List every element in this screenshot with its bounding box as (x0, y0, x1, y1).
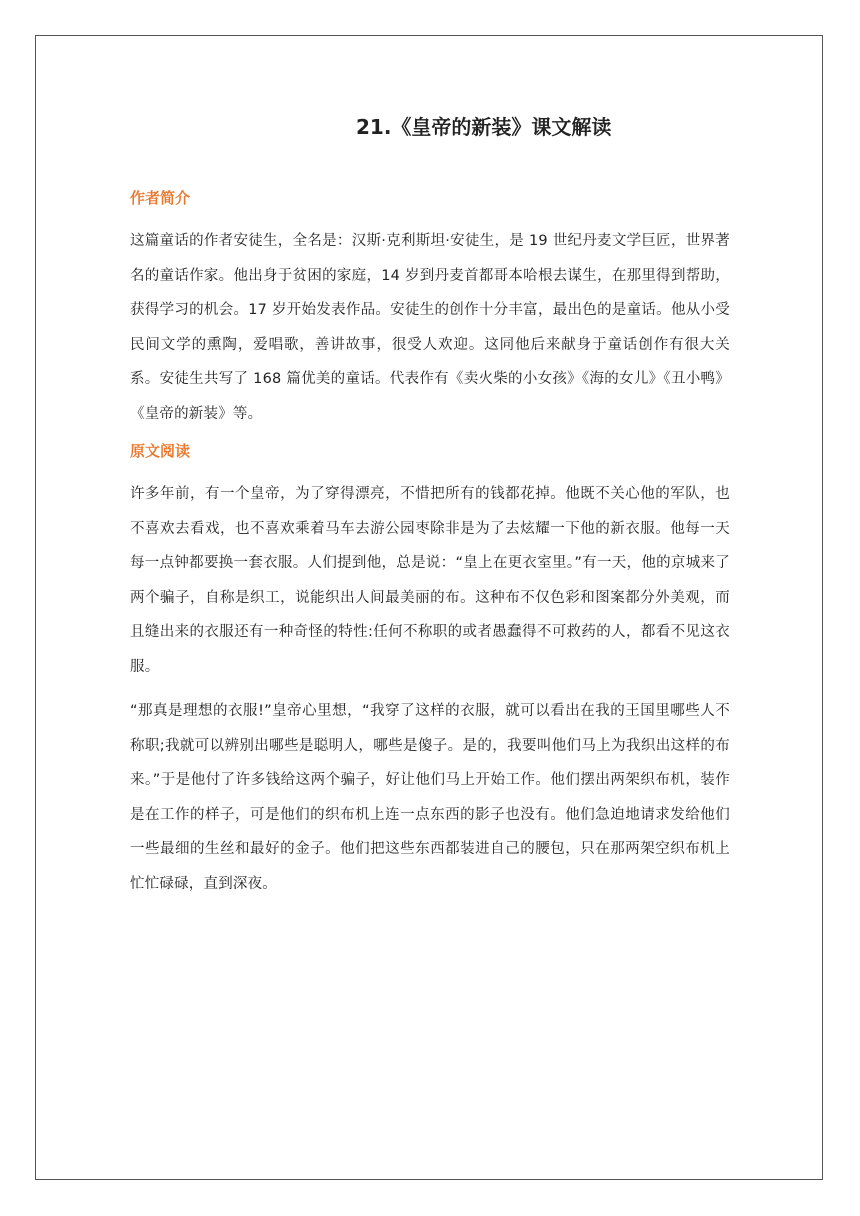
original-text-paragraph-2: “那真是理想的衣服!”皇帝心里想，“我穿了这样的衣服，就可以看出在我的王国里哪些人不称职;我就可以辨别出哪些是聪明人，哪些是傻子。是的，我要叫他们马上为我织出这样的布来。”于是他付了许多钱给这两个骗子，好让他们马上开始工作。他们摆出两架织布机，装作是在工作的样子，可是他们的织布机上连一点东西的影子也没有。他们急迫地请求发给他们一些最细的生丝和最好的金子。他们把这些东西都装进自己的腰包，只在那两架空织布机上忙忙碌碌，直到深夜。 (130, 703, 730, 892)
document-body (130, 110, 730, 901)
document-title: 21.《皇帝的新装》课文解读 (356, 115, 612, 139)
section-heading-original-text: 原文阅读 (130, 442, 191, 460)
author-intro-paragraph: 这篇童话的作者安徒生，全名是：汉斯·克利斯坦·安徒生，是 19 世纪丹麦文学巨匠，世界著名的童话作家。他出身于贫困的家庭，14 岁到丹麦首都哥本哈根去谋生，在那里得到帮助，获得学习的机会。17 岁开始发表作品。安徒生的创作十分丰富，最出色的是童话。他从小受民间文学的熏陶，爱唱歌，善讲故事，很受人欢迎。这同他后来献身于童话创作有很大关系。安徒生共写了 168 篇优美的童话。代表作有《卖火柴的小女孩》《海的女儿》《丑小鸭》《皇帝的新装》等。 (130, 233, 730, 422)
section-heading-author: 作者简介 (130, 189, 191, 207)
original-text-paragraph-1: 许多年前，有一个皇帝，为了穿得漂亮，不惜把所有的钱都花掉。他既不关心他的军队，也不喜欢去看戏，也不喜欢乘着马车去游公园枣除非是为了去炫耀一下他的新衣服。他每一天每一点钟都要换一套衣服。人们提到他，总是说：“皇上在更衣室里。”有一天，他的京城来了两个骗子，自称是织工，说能织出人间最美丽的布。这种布不仅色彩和图案都分外美观，而且缝出来的衣服还有一种奇怪的特性:任何不称职的或者愚蠢得不可救药的人，都看不见这衣服。 (130, 486, 730, 675)
